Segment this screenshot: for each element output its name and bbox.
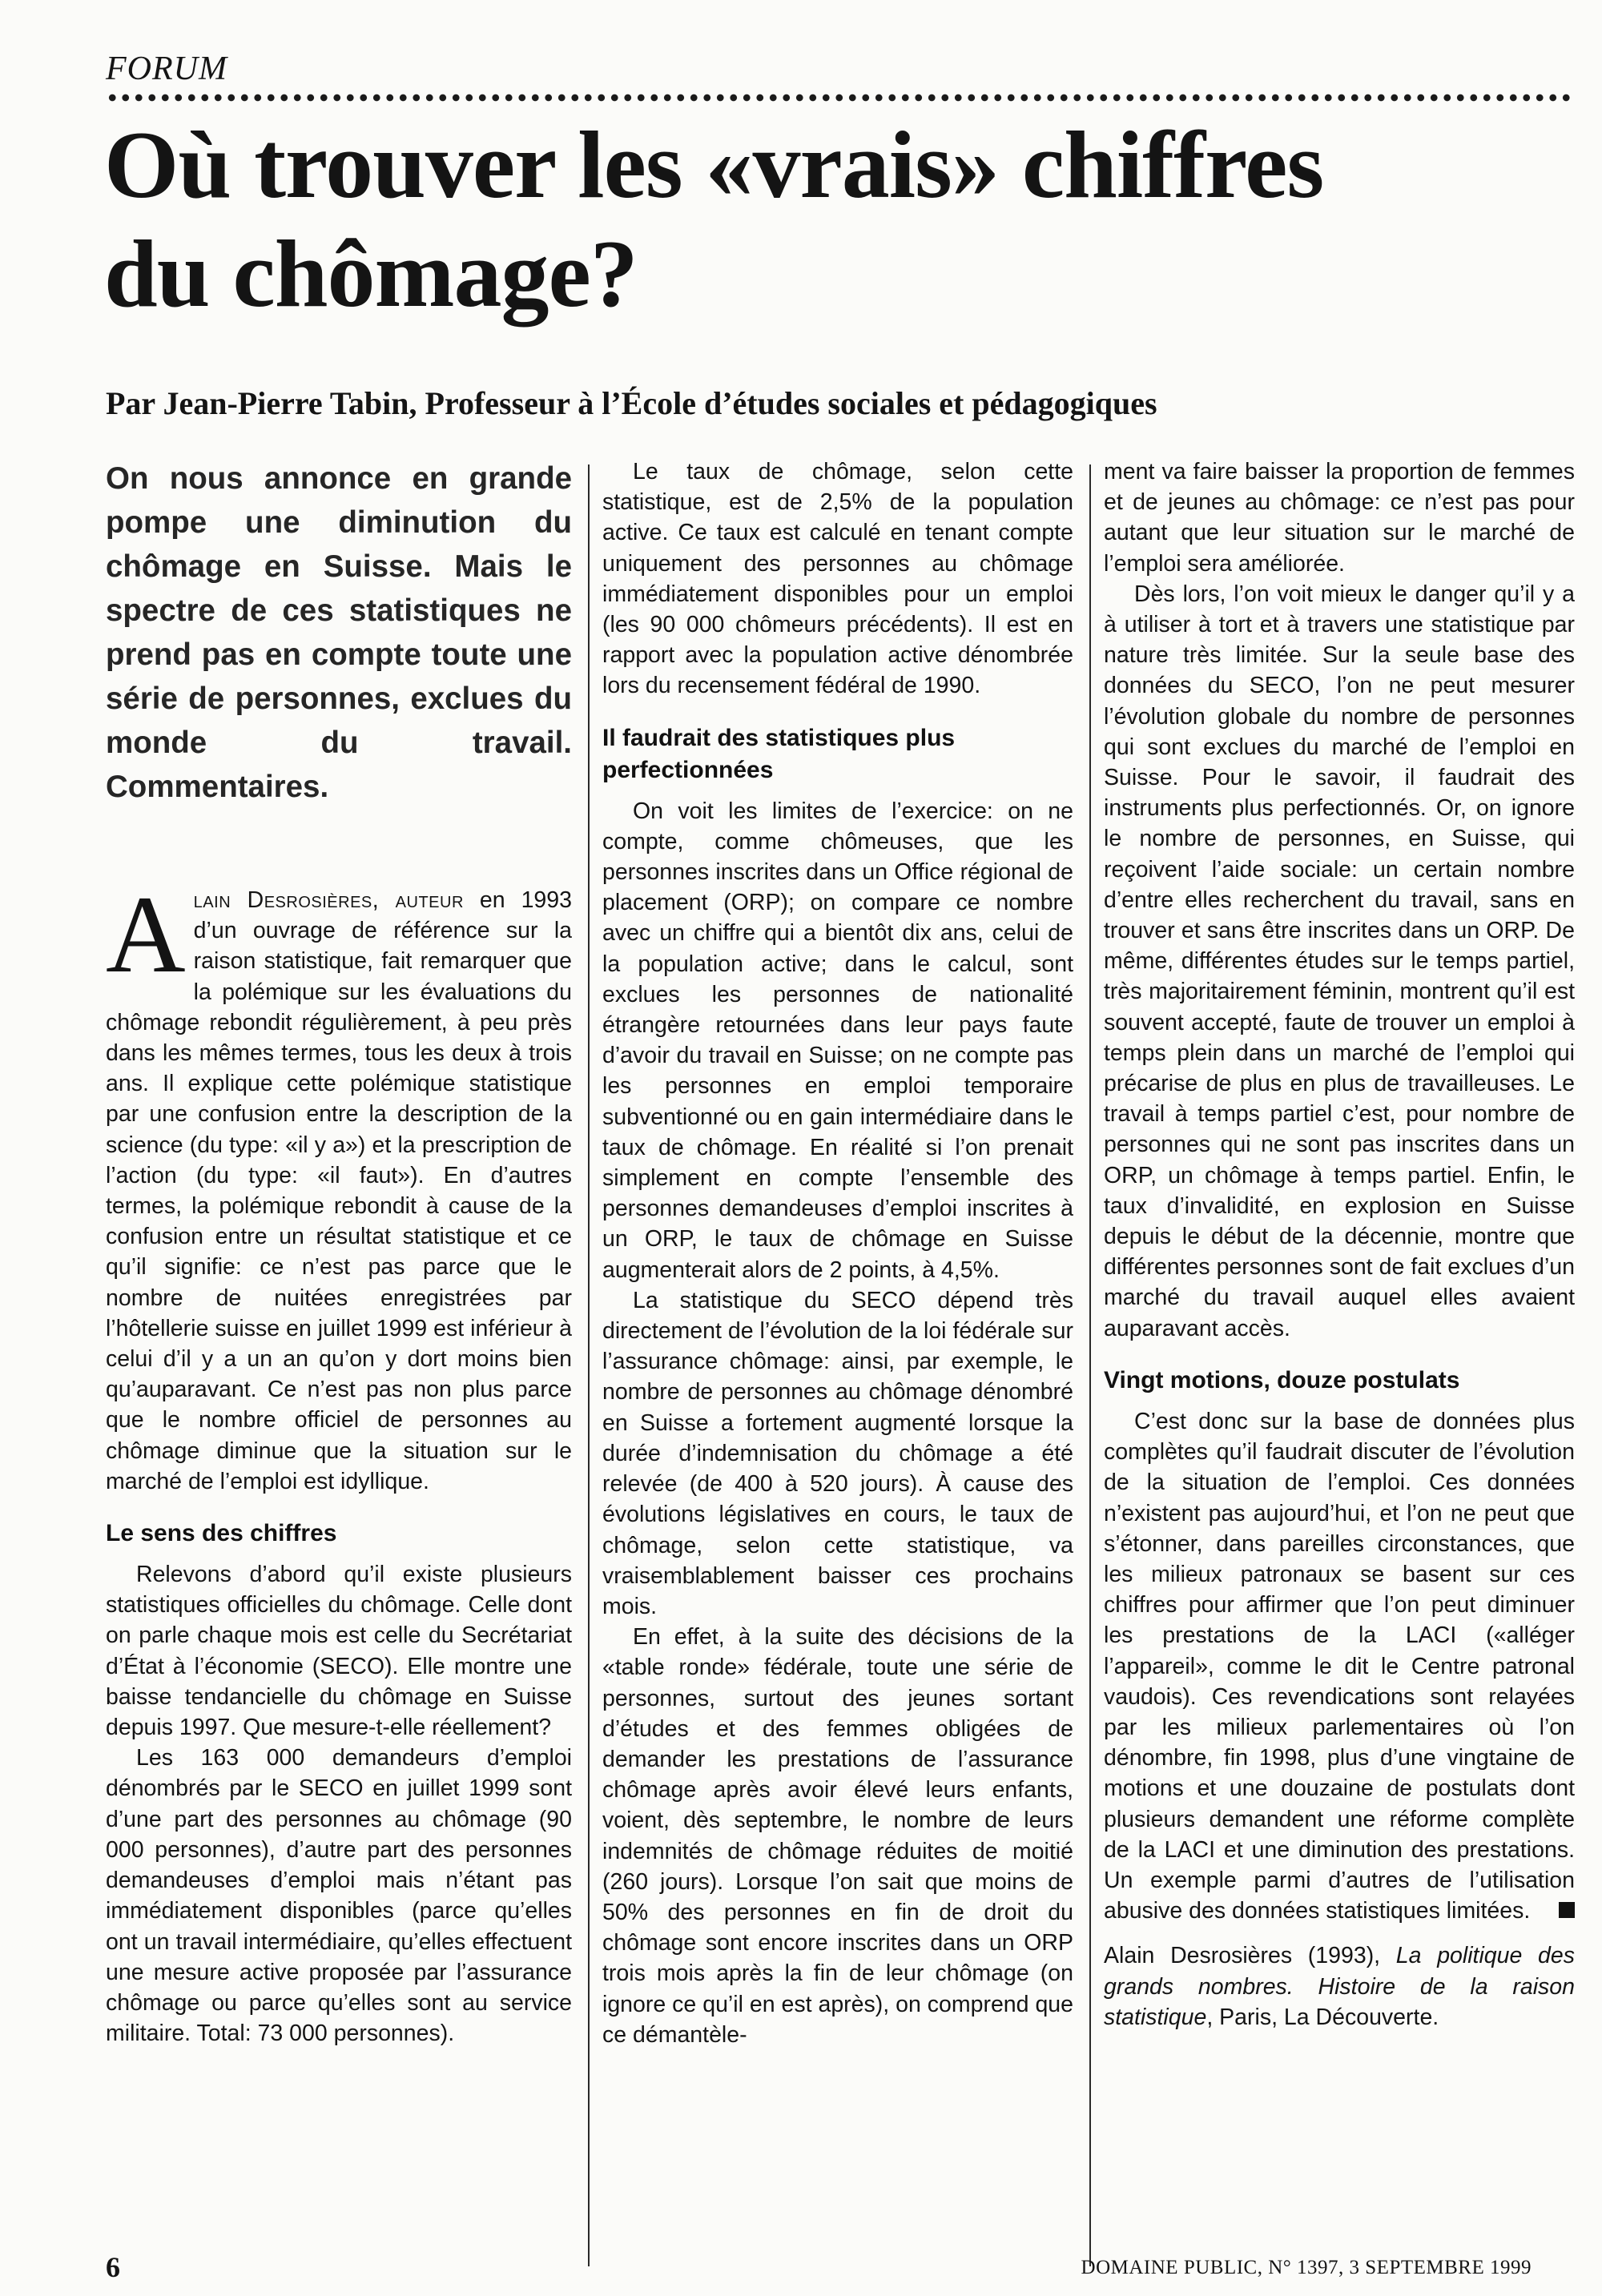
body-paragraph [106, 873, 572, 1497]
column-2 [602, 456, 1073, 2050]
paragraph-text: en 1993 d’un ouvrage de référence sur la raison statistique, fait remarquer que la polémique sur les évaluations du chômage rebondit régulièrement, à peu près dans les mêmes termes, tous les deux à trois ans. Il explique cette polémique statistique par une confusion entre la description de la science (du type: «il y a») et la prescription de l’action (du type: «il faut»). En d’autres termes, la polémique rebondit à cause de la confusion entre un résultat statistique et ce qu’il signifie: ce n’est pas parce que le nombre de nuitées enregistrées par l’hôtellerie suisse en juillet 1999 est inférieur à celui d’il y a un an qu’on y dort moins bien qu’auparavant. Ce n’est pas non plus parce que le nombre officiel de personnes au chômage diminue que la situation sur le marché de l’emploi est idyllique. [106, 887, 572, 1494]
end-of-article-mark [1559, 1902, 1575, 1918]
subheading-statistiques: Il faudrait des statistiques plus perfectionnées [602, 724, 956, 783]
subheading-vingt-motions: Vingt motions, douze postulats [1104, 1366, 1460, 1393]
body-paragraph: Le taux de chômage, selon cette statistique, est de 2,5% de la population active. Ce taux est calculé en tenant compte uniquement des personnes au chômage immédiatement disponibles pour un emploi (les 90 000 chômeurs précédents). Il est en rapport avec la population active dénombrée lors du recensement fédéral de 1990. [602, 459, 1073, 699]
body-paragraph: Dès lors, l’on voit mieux le danger qu’il y a à utiliser à tort et à travers une statistique par nature très limitée. Sur la seule base des données du SECO, l’on ne peut mesurer l’évolution globale du nombre de personnes qui sont exclues du marché de l’emploi en Suisse. Pour le savoir, il faudrait des instruments plus perfectionnés. Or, on ignore le nombre de personnes, en Suisse, qui reçoivent l’aide sociale: un certain nombre d’entre elles recherchent du travail, sans en trouver et sans être inscrites dans un ORP. De même, différentes études sur le temps partiel, très majoritairement féminin, montrent qu’il est souvent accepté, faute de trouver un emploi à temps plein dans un marché de l’emploi qui précarise de plus en plus de travailleuses. Le travail à temps partiel c’est, pour nombre de personnes qui ne sont pas inscrites dans un ORP, un chômage à temps partiel. Enfin, le taux d’invalidité, en explosion en Suisse depuis le début de la décennie, montre que différentes personnes sont de fait exclues d’un marché du travail auquel elles avaient auparavant accès. [1104, 581, 1575, 1341]
headline-line-2: du chômage? [104, 220, 638, 327]
lead-paragraph: On nous annonce en grande pompe une diminution du chômage en Suisse. Mais le spectre de ces statistiques ne prend pas en compte toute une série de personnes, exclues du monde du travail. Commentaires. [106, 461, 572, 804]
headline-line-1: Où trouver les «vrais» chiffres [104, 111, 1324, 218]
reference-publisher: , Paris, La Découverte. [1206, 2004, 1439, 2030]
column-divider-2 [1089, 464, 1091, 2266]
column-divider-1 [588, 464, 590, 2266]
subheading-sens-des-chiffres: Le sens des chiffres [106, 1520, 337, 1547]
body-paragraph [1104, 1406, 1575, 1926]
section-label: FORUM [106, 50, 227, 87]
drop-cap: A [106, 873, 186, 995]
body-paragraph: Les 163 000 demandeurs d’emploi dénombrés par le SECO en juillet 1999 sont d’une part des personnes au chômage (90 000 personnes), d’autre part des personnes demandeuses d’emploi mais n’étant pas immédiatement disponibles (parce qu’elles ont un travail intermédiaire, qu’elles effectuent une mesure active proposée par l’assurance chômage ou parce qu’elles sont au service militaire. Total: 73 000 personnes). [106, 1745, 572, 2047]
body-paragraph: La statistique du SECO dépend très directement de l’évolution de la loi fédérale sur l’assurance chômage: ainsi, par exemple, le nombre de personnes au chômage dénombré en Suisse a fortement augmenté lorsque la durée d’indemnisation du chômage a été relevée (de 400 à 520 jours). À cause des évolutions législatives en cours, le taux de chômage, selon cette statistique, va vraisemblablement baisser ces prochains mois. [602, 1287, 1073, 1619]
small-caps-opening: lain Desrosières, auteur [193, 887, 464, 913]
column-1 [106, 456, 572, 2049]
column-3 [1104, 456, 1575, 2033]
body-paragraph: Relevons d’abord qu’il existe plusieurs statistiques officielles du chômage. Celle dont on parle chaque mois est celle du Secrétariat d’État à l’économie (SECO). Elle montre une baisse tendancielle du chômage en Suisse depuis 1997. Que mesure-t-elle réellement? [106, 1562, 572, 1741]
bibliographic-reference [1104, 1940, 1575, 2033]
reference-text [1104, 1940, 1575, 2033]
publication-footer: DOMAINE PUBLIC, N° 1397, 3 SEPTEMBRE 1999 [1081, 2257, 1532, 2278]
body-paragraph: ment va faire baisser la proportion de femmes et de jeunes au chômage: ce n’est pas pour autant que leur situation sur le marché de l’emploi sera améliorée. [1104, 459, 1575, 577]
article-byline: Par Jean-Pierre Tabin, Professeur à l’École d’études sociales et pédagogiques [106, 385, 1157, 421]
paragraph-text: C’est donc sur la base de données plus complètes qu’il faudrait discuter de l’évolution de la situation de l’emploi. Ces données n’existent pas aujourd’hui, et l’on ne peut que s’étonner, dans pareilles circonstances, que les milieux patronaux se basent sur ces chiffres pour affirmer que l’on peut diminuer les prestations de la LACI («alléger l’appareil», comme le dit le Centre patronal vaudois). Ces revendications sont relayées par les milieux parlementaires où l’on dénombre, fin 1998, plus d’une vingtaine de motions et une douzaine de postulats dont plusieurs demandent une réforme complète de la LACI et une diminution des prestations. Un exemple parmi d’autres de l’utilisation abusive des données statistiques limitées. [1104, 1408, 1575, 1924]
body-paragraph: On voit les limites de l’exercice: on ne compte, comme chômeuses, que les personnes inscrites dans un Office régional de placement (ORP); on compare ce nombre avec un chiffre qui a bientôt dix ans, celui de la population active; dans le calcul, sont exclues les personnes de nationalité étrangère retournées dans leur pays faute d’avoir du travail en Suisse; on ne compte pas les personnes en emploi temporaire subventionné ou en gain intermédiaire dans le taux de chômage. En réalité si l’on prenait simplement en compte l’ensemble des personnes demandeuses d’emploi inscrites à un ORP, le taux de chômage en Suisse augmenterait alors de 2 points, à 4,5%. [602, 798, 1073, 1283]
body-paragraph: En effet, à la suite des décisions de la «table ronde» fédérale, toute une série de personnes, surtout des jeunes sortant d’études et des femmes obligées de demander les prestations de l’assurance chômage après avoir élevé leurs enfants, voient, dès septembre, le nombre de leurs indemnités de chômage réduites de moitié (260 jours). Lorsque l’on sait que moins de 50% des personnes en fin de droit du chômage sont encore inscrites dans un ORP trois mois après la fin de leur chômage (on ignore ce qu’il en est après), on comprend que ce démantèle- [602, 1624, 1073, 2048]
article-headline [104, 111, 1514, 328]
page-number: 6 [106, 2251, 120, 2283]
dotted-rule [106, 93, 1572, 103]
reference-title: La politique des grands nombres. Histoire de la raison statistique [1104, 1943, 1575, 2030]
reference-author: Alain Desrosières (1993), [1104, 1943, 1396, 1969]
